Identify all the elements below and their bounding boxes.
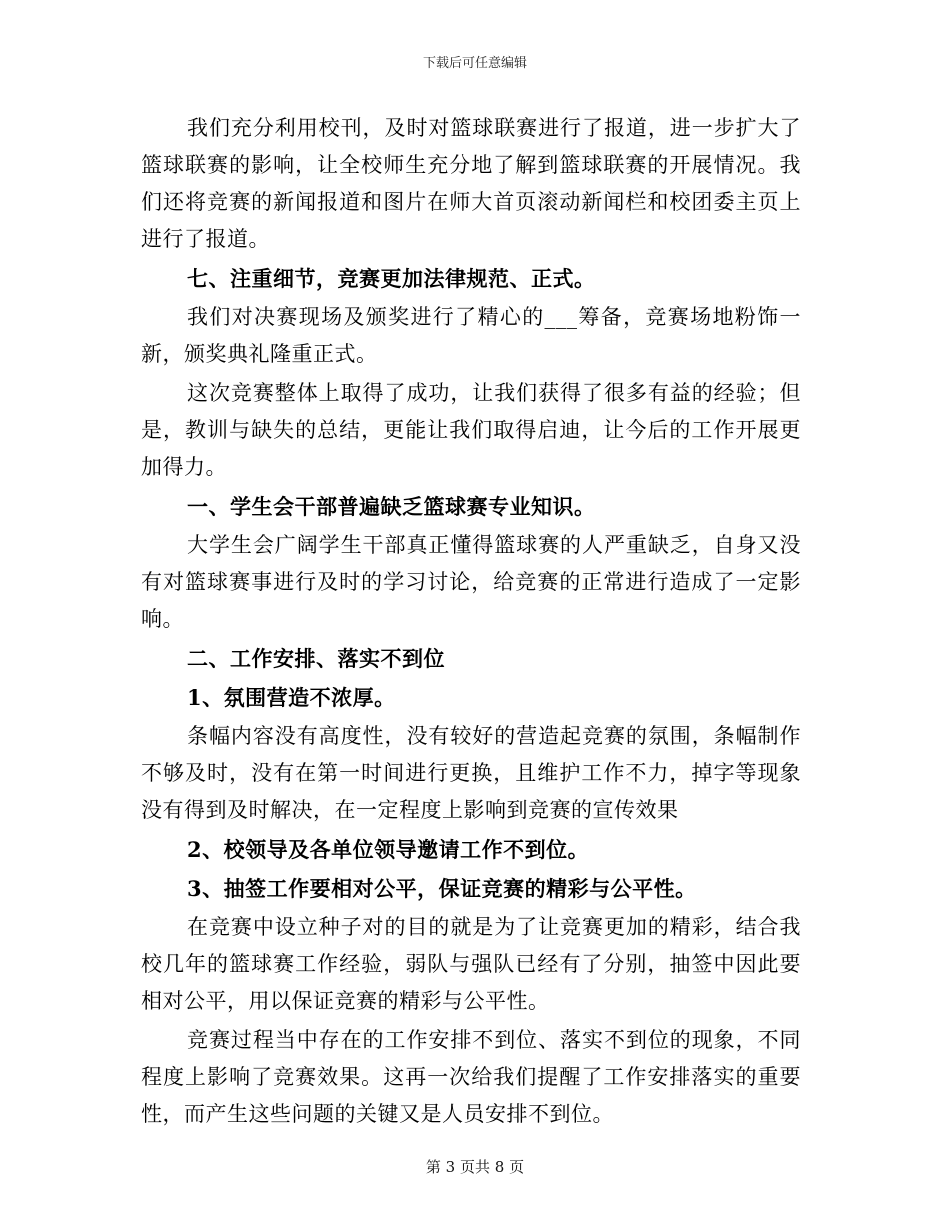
paragraph-banners: 条幅内容没有高度性，没有较好的营造起竞赛的氛围，条幅制作不够及时，没有在第一时间进行更换，且维护工作不力，掉字等现象没有得到及时解决，在一定程度上影响到竞赛的宣传效果: [141, 724, 801, 822]
paragraph-final-ceremony: 我们对决赛现场及颁奖进行了精心的___筹备，竞赛场地粉饰一新，颁奖典礼隆重正式。: [141, 305, 801, 366]
paragraph-lack-knowledge: 大学生会广阔学生干部真正懂得篮球赛的人严重缺乏，自身又没有对篮球赛事进行及时的学习讨论，给竞赛的正常进行造成了一定影响。: [141, 533, 801, 631]
page-number: 第 3 页共 8 页: [425, 1158, 525, 1176]
heading-draw-fairness: 3、抽签工作要相对公平，保证竞赛的精彩与公平性。: [187, 876, 697, 901]
paragraph-publicity: 我们充分利用校刊，及时对篮球联赛进行了报道，进一步扩大了篮球联赛的影响，让全校师生充分地了解到篮球联赛的开展情况。我们还将竞赛的新闻报道和图片在师大首页滚动新闻栏和校团委主页上进行了报道。: [141, 116, 801, 251]
heading-atmosphere: 1、氛围营造不浓厚。: [187, 685, 396, 710]
paragraph-summary: 这次竞赛整体上取得了成功，让我们获得了很多有益的经验；但是，教训与缺失的总结，更能让我们取得启迪，让今后的工作开展更加得力。: [141, 381, 801, 479]
document-body: [141, 110, 801, 1133]
paragraph-seed-teams: 在竞赛中设立种子对的目的就是为了让竞赛更加的精彩，结合我校几年的篮球赛工作经验，弱队与强队已经有了分别，抽签中因此要相对公平，用以保证竞赛的精彩与公平性。: [141, 915, 801, 1013]
heading-leader-invitation: 2、校领导及各单位领导邀请工作不到位。: [187, 837, 590, 862]
heading-lack-knowledge: 一、学生会干部普遍缺乏篮球赛专业知识。: [187, 494, 596, 519]
heading-section-7: 七、注重细节，竞赛更加法律规范、正式。: [187, 266, 596, 291]
heading-work-arrangement: 二、工作安排、落实不到位: [187, 646, 445, 671]
paragraph-conclusion: 竞赛过程当中存在的工作安排不到位、落实不到位的现象，不同程度上影响了竞赛效果。这再一次给我们提醒了工作安排落实的重要性，而产生这些问题的关键又是人员安排不到位。: [141, 1028, 801, 1126]
page-header: 下载后可任意编辑: [422, 56, 527, 71]
